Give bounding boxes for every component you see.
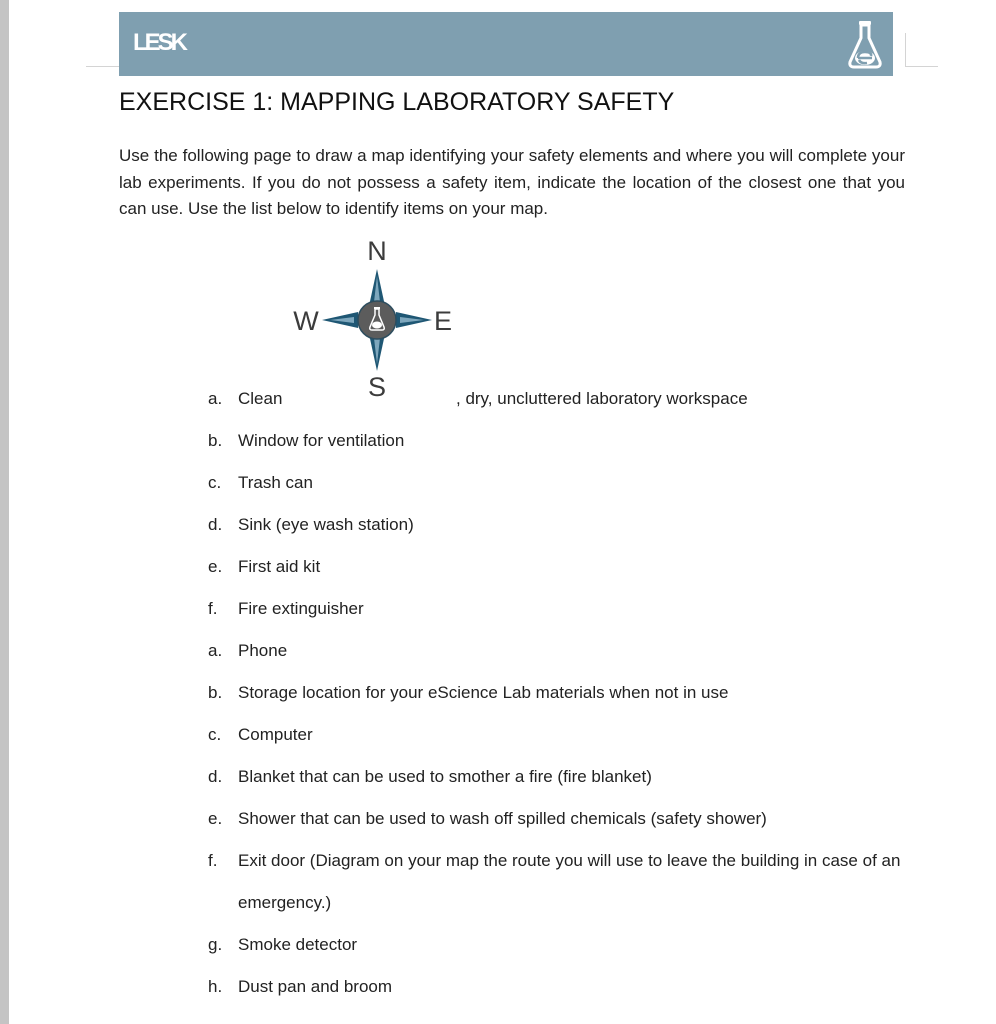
list-marker: e. bbox=[208, 557, 223, 576]
compass-needle-west bbox=[322, 312, 358, 328]
list-marker: f. bbox=[208, 599, 218, 618]
compass-needle-east bbox=[396, 312, 432, 328]
list-item-text: Phone bbox=[238, 641, 288, 660]
page-guide-left-horizontal bbox=[86, 66, 119, 67]
list-marker: f. bbox=[208, 851, 218, 870]
header-logo-text: LESK bbox=[133, 29, 186, 56]
list-item-text: Fire extinguisher bbox=[238, 599, 364, 618]
list-item-text: Computer bbox=[238, 725, 313, 744]
list-item-text: Dust pan and broom bbox=[238, 977, 393, 996]
compass-north-label: N bbox=[367, 236, 387, 266]
list-marker: c. bbox=[208, 725, 222, 744]
compass-rose bbox=[288, 234, 468, 404]
list-item-text: First aid kit bbox=[238, 557, 321, 576]
flask-icon bbox=[845, 18, 885, 70]
list-item-text: Exit door (Diagram on your map the route you will use to leave the building in case of an emergency.) bbox=[238, 851, 901, 912]
list-marker: h. bbox=[208, 977, 223, 996]
list-marker: g. bbox=[208, 935, 223, 954]
list-item-text: Blanket that can be used to smother a fire (fire blanket) bbox=[238, 767, 652, 786]
list-marker: d. bbox=[208, 515, 223, 534]
list-marker: a. bbox=[208, 389, 223, 408]
list-item-text: Storage location for your eScience Lab materials when not in use bbox=[238, 683, 729, 702]
list-marker: e. bbox=[208, 809, 223, 828]
page-header-band bbox=[119, 12, 893, 76]
compass-hub bbox=[358, 301, 396, 339]
compass-south-label: S bbox=[367, 372, 387, 402]
list-item-text: Clean bbox=[238, 389, 283, 408]
list-item-text: Window for ventilation bbox=[238, 431, 405, 450]
list-item-text: Smoke detector bbox=[238, 935, 358, 954]
viewer-left-scrollbar[interactable] bbox=[0, 0, 9, 1024]
compass-west-label: W bbox=[293, 306, 319, 336]
page-title: EXERCISE 1: MAPPING LABORATORY SAFETY bbox=[119, 88, 675, 116]
list-marker: a. bbox=[208, 641, 223, 660]
intro-paragraph: Use the following page to draw a map identifying your safety elements and where you will complete your lab experiments. If you do not possess a safety item, indicate the location of the closest one that you can use. Use the list below to identify items on your map. bbox=[119, 146, 905, 218]
page-guide-right-horizontal bbox=[905, 66, 938, 67]
list-marker: b. bbox=[208, 431, 223, 450]
list-marker: b. bbox=[208, 683, 223, 702]
page-guide-right-vertical bbox=[905, 33, 906, 67]
list-item-text-continuation: , dry, uncluttered laboratory workspace bbox=[456, 389, 748, 408]
list-item-text: Trash can bbox=[238, 473, 313, 492]
list-marker: d. bbox=[208, 767, 223, 786]
list-item-text: Shower that can be used to wash off spilled chemicals (safety shower) bbox=[238, 809, 767, 828]
list-marker: c. bbox=[208, 473, 222, 492]
compass-east-label: E bbox=[433, 306, 453, 336]
list-item-text: Sink (eye wash station) bbox=[238, 515, 414, 534]
